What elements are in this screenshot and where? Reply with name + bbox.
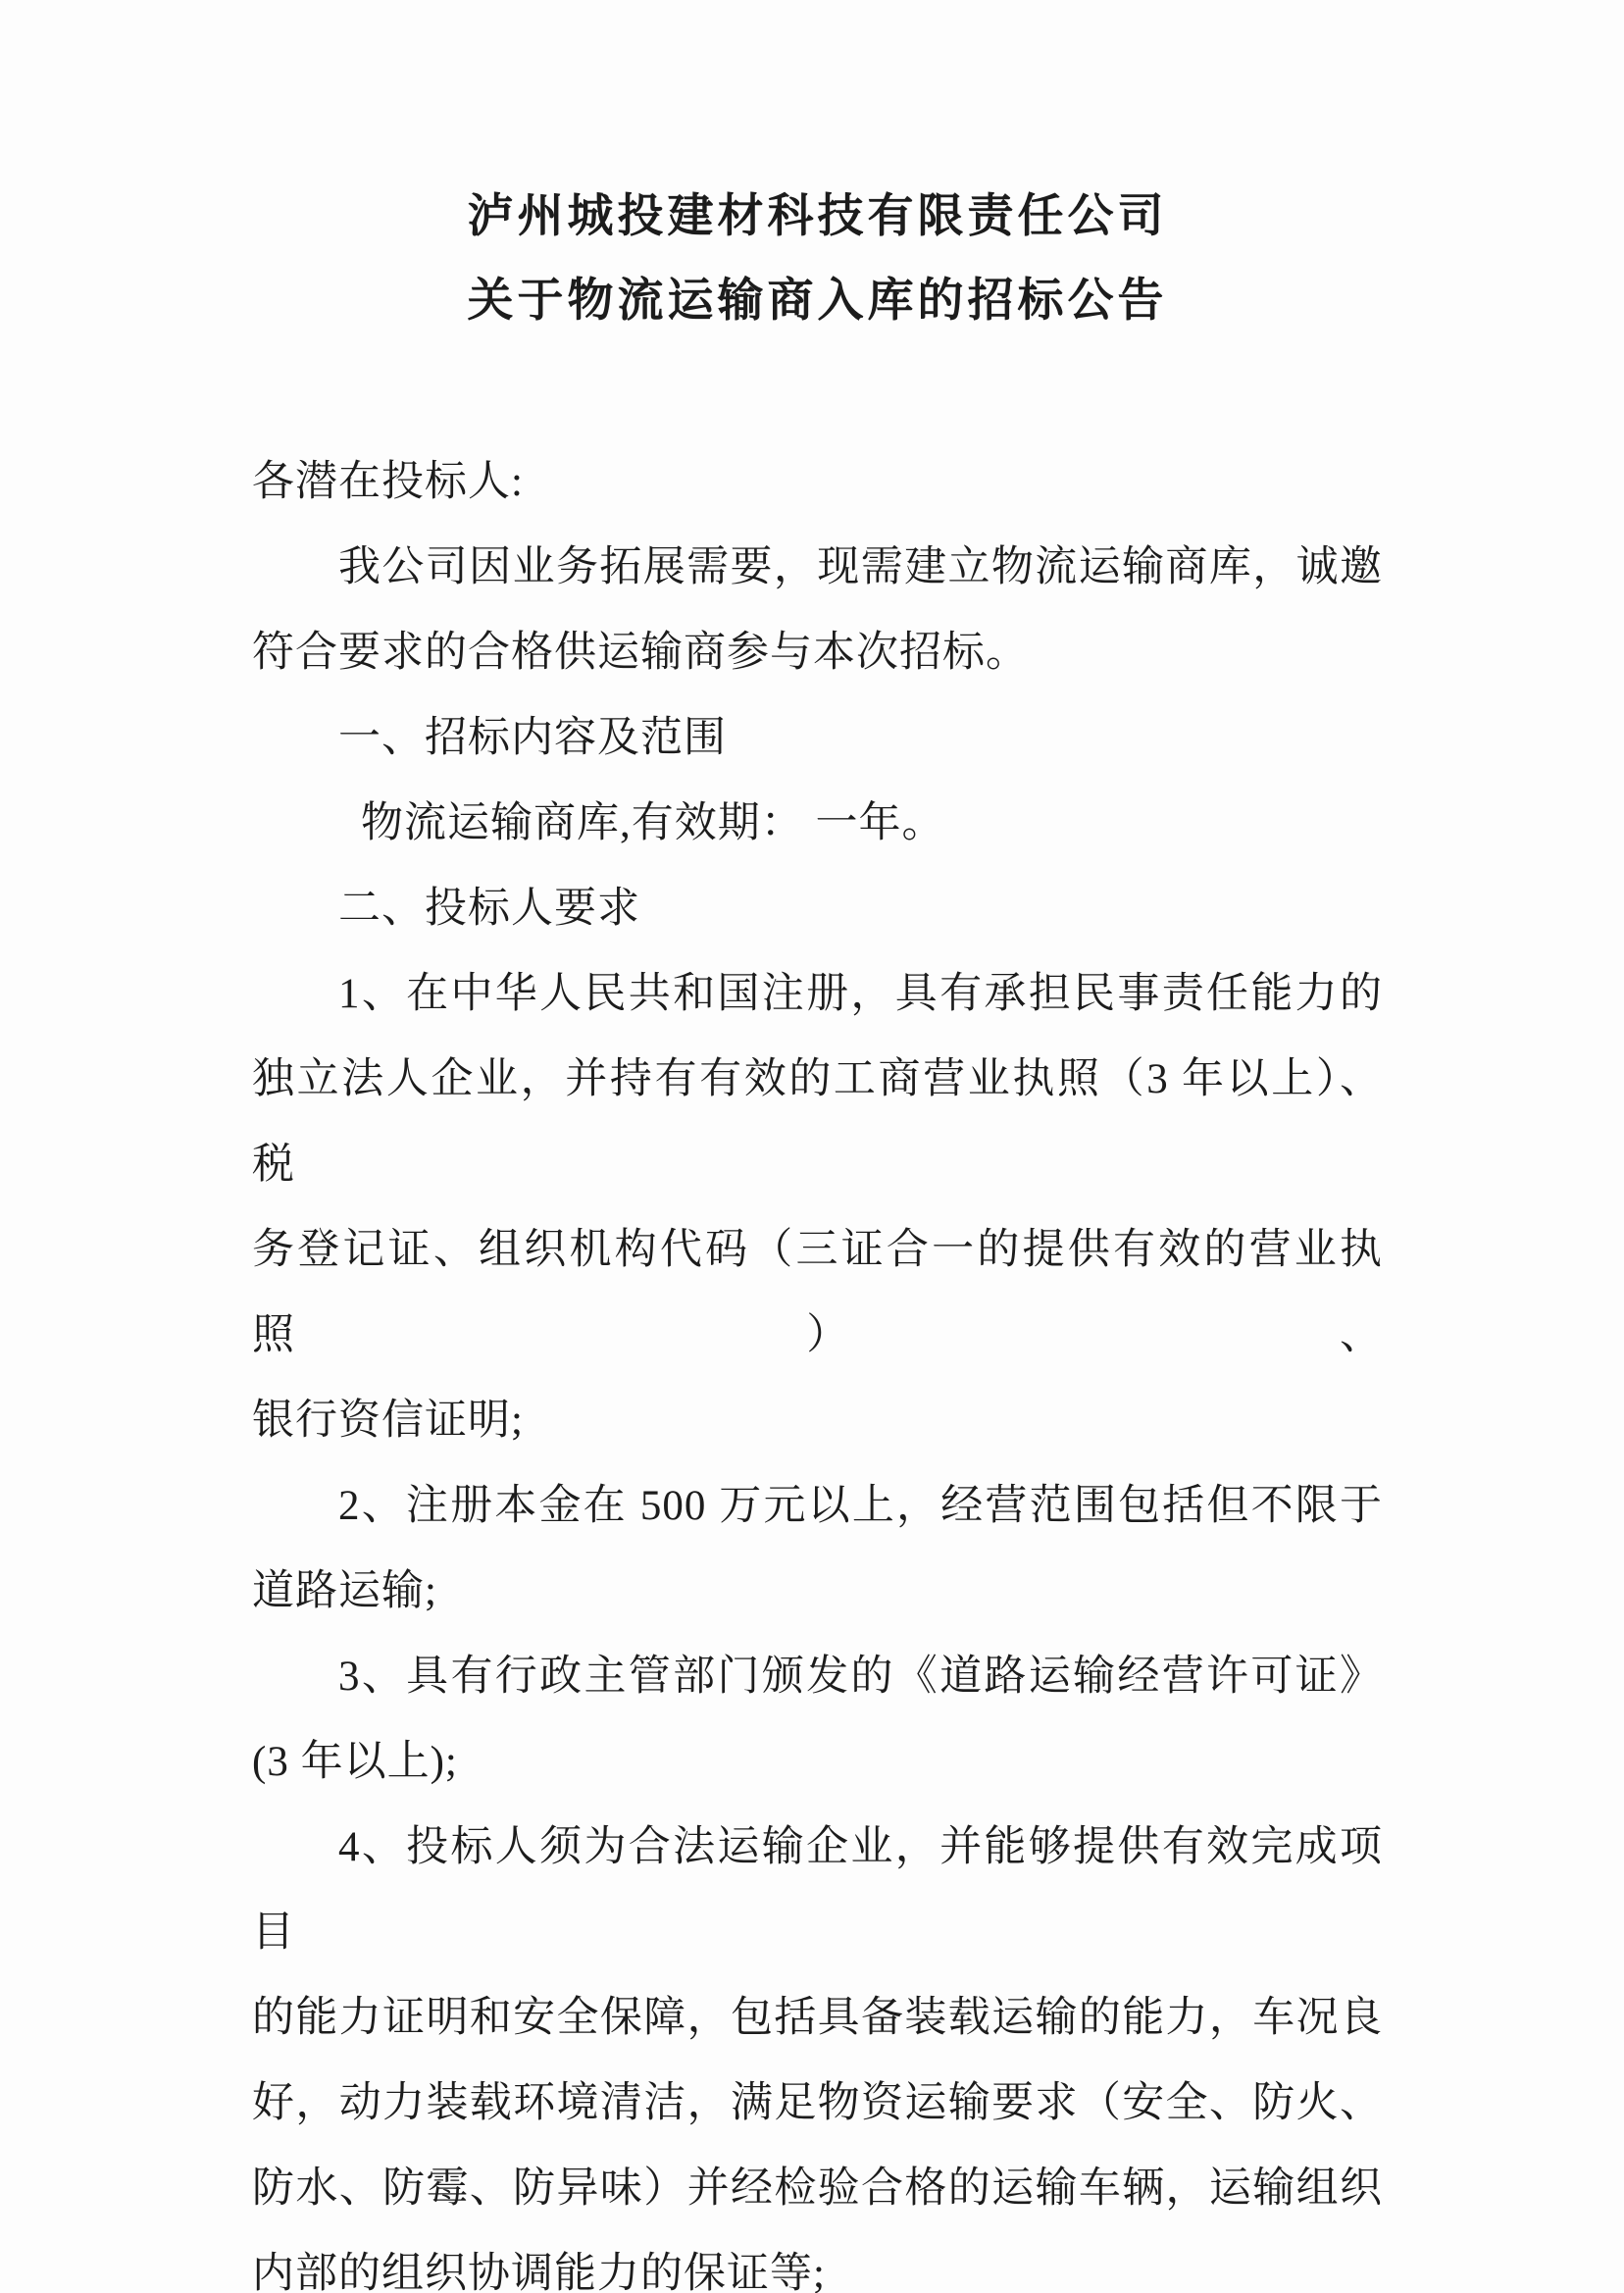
document-title-line-2: 关于物流运输商入库的招标公告 <box>467 276 1168 327</box>
document-content <box>252 175 1383 2293</box>
requirement-2-line-1: 2、注册本金在 500 万元以上，经营范围包括但不限于 <box>338 1483 1383 1529</box>
document-body <box>252 439 1383 2293</box>
requirement-1-line-1: 1、在中华人民共和国注册，具有承担民事责任能力的 <box>338 971 1383 1017</box>
scope-line: 物流运输商库,有效期： 一年。 <box>361 800 945 846</box>
requirement-3-line-1: 3、具有行政主管部门颁发的《道路运输经营许可证》 <box>338 1654 1383 1700</box>
requirement-4-line-4: 防水、防霉、防异味）并经检验合格的运输车辆，运输组织 <box>252 2166 1383 2212</box>
salutation-line: 各潜在投标人: <box>252 459 524 505</box>
requirement-1-line-2: 独立法人企业，并持有有效的工商营业执照（3 年以上）、税 <box>252 1056 1383 1188</box>
requirement-4-line-2: 的能力证明和安全保障，包括具备装载运输的能力，车况良 <box>252 1995 1383 2041</box>
requirement-4-line-1: 4、投标人须为合法运输企业，并能够提供有效完成项目 <box>252 1824 1383 1956</box>
intro-paragraph-line-2: 符合要求的合格供运输商参与本次招标。 <box>252 630 1029 676</box>
document-title-line-1: 泸州城投建材科技有限责任公司 <box>467 191 1168 242</box>
requirement-3-line-2: (3 年以上); <box>252 1739 458 1785</box>
requirement-1-line-4: 银行资信证明; <box>252 1398 524 1444</box>
requirement-2-line-2: 道路运输; <box>252 1568 437 1614</box>
section-1-heading: 一、招标内容及范围 <box>338 715 727 761</box>
section-2-heading: 二、投标人要求 <box>338 886 640 932</box>
requirement-4-line-3: 好，动力装载环境清洁，满足物资运输要求（安全、防火、 <box>252 2080 1383 2126</box>
intro-paragraph-line-1: 我公司因业务拓展需要，现需建立物流运输商库，诚邀 <box>338 544 1383 590</box>
requirement-1-line-3: 务登记证、组织机构代码（三证合一的提供有效的营业执照）、 <box>252 1227 1383 1358</box>
requirement-4-line-5: 内部的组织协调能力的保证等; <box>252 2251 826 2293</box>
